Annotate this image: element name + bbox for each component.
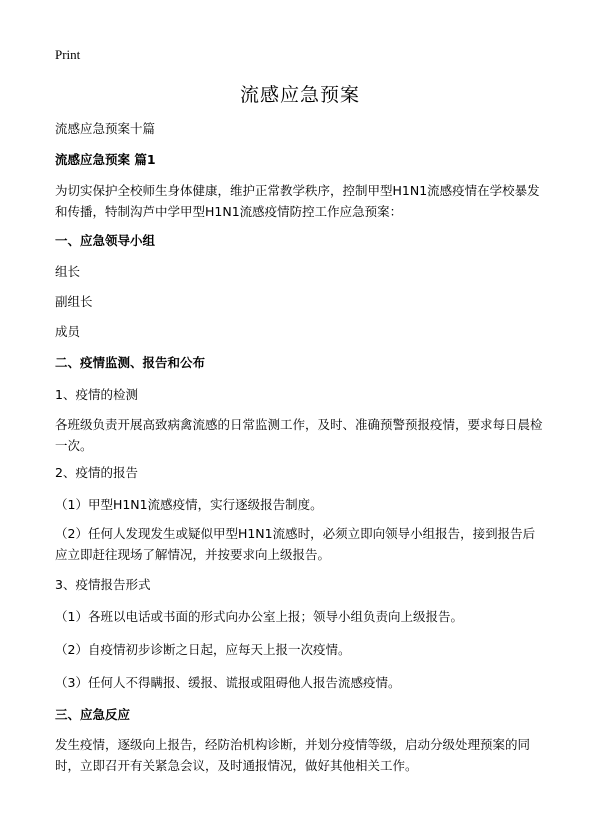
doc-subtitle: 流感应急预案十篇 [55,121,156,136]
report-form-item-1: （1）各班以电话或书面的形式向办公室上报；领导小组负责向上级报告。 [55,609,463,624]
report-form-item-2: （2）自疫情初步诊断之日起，应每天上报一次疫情。 [55,642,351,657]
section1-heading: 一、应急领导小组 [55,233,156,248]
chapter-heading: 流感应急预案 篇1 [55,152,156,167]
report-item-1: （1）甲型H1N1流感疫情，实行逐级报告制度。 [55,497,323,512]
role-deputy-leader: 副组长 [55,294,93,309]
report-item-2: （2）任何人发现发生或疑似甲型H1N1流感时，必须立即向领导小组报告，接到报告后应立即赶往现场了解情况，并按要求向上级报告。 [55,526,536,562]
report-form-item-3: （3）任何人不得瞒报、缓报、谎报或阻碍他人报告流感疫情。 [55,675,401,690]
section2-sub1-text: 各班级负责开展高致病禽流感的日常监测工作，及时、准确预警预报疫情，要求每日晨检一次。 [55,417,543,453]
page-title: 流感应急预案 [239,84,360,106]
role-leader: 组长 [55,264,81,279]
section2-sub2: 2、疫情的报告 [55,465,138,480]
section3-heading: 三、应急反应 [55,707,131,722]
section2-sub3: 3、疫情报告形式 [55,577,151,592]
role-members: 成员 [55,324,81,339]
section2-heading: 二、疫情监测、报告和公布 [55,355,206,370]
section2-sub1: 1、疫情的检测 [55,387,138,402]
intro-paragraph: 为切实保护全校师生身体健康，维护正常教学秩序，控制甲型H1N1流感疫情在学校暴发和传播，特制沟芦中学甲型H1N1流感疫情防控工作应急预案： [55,183,540,219]
section3-text: 发生疫情，逐级向上报告，经防治机构诊断，并划分疫情等级，启动分级处理预案的同时，立即召开有关紧急会议，及时通报情况，做好其他相关工作。 [55,737,531,773]
print-label[interactable]: Print [55,47,81,62]
